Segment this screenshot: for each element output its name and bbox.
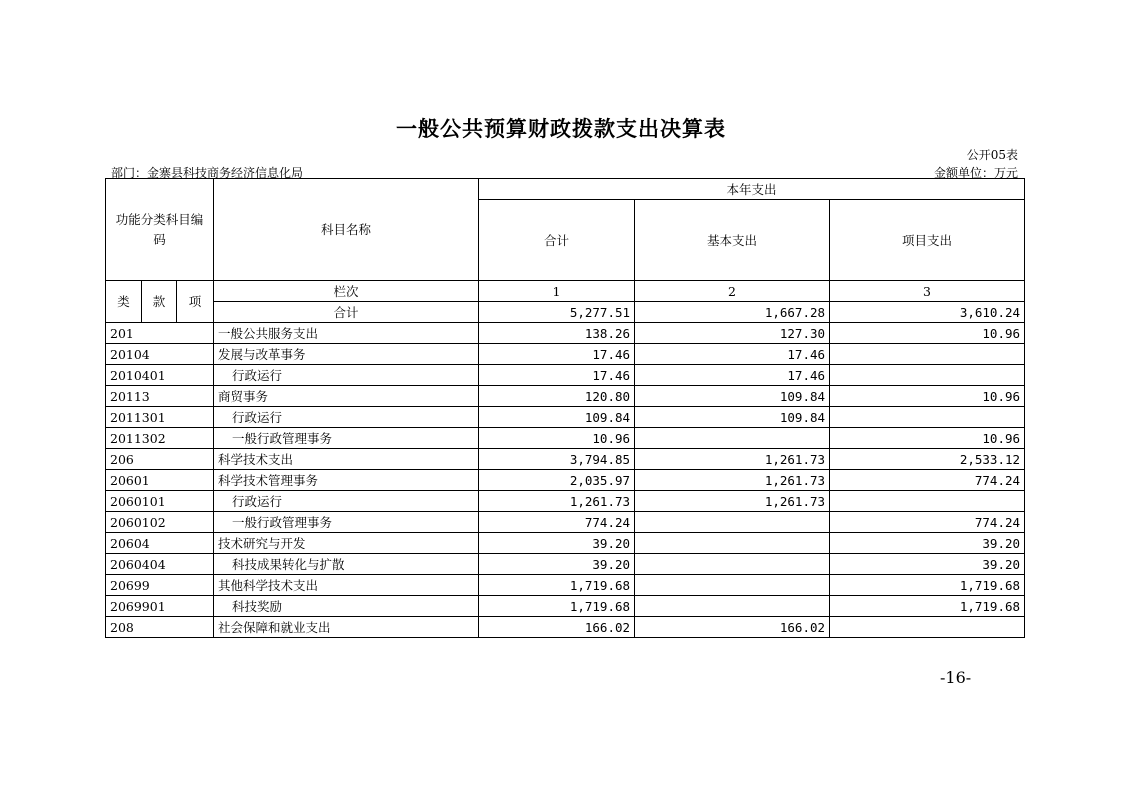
header-kuan: 款 bbox=[142, 281, 177, 323]
row-total: 120.80 bbox=[479, 386, 635, 407]
row-code: 2060101 bbox=[106, 491, 214, 512]
row-basic bbox=[635, 512, 830, 533]
row-project: 1,719.68 bbox=[830, 575, 1025, 596]
row-project: 39.20 bbox=[830, 554, 1025, 575]
row-basic bbox=[635, 533, 830, 554]
row-code: 2060102 bbox=[106, 512, 214, 533]
row-total: 39.20 bbox=[479, 533, 635, 554]
header-lei: 类 bbox=[106, 281, 142, 323]
row-project: 10.96 bbox=[830, 323, 1025, 344]
row-subject-name: 发展与改革事务 bbox=[214, 344, 479, 365]
row-project: 39.20 bbox=[830, 533, 1025, 554]
expenditure-table bbox=[105, 178, 1025, 638]
row-total: 774.24 bbox=[479, 512, 635, 533]
header-col1: 1 bbox=[479, 281, 635, 302]
row-code: 2011301 bbox=[106, 407, 214, 428]
row-total: 10.96 bbox=[479, 428, 635, 449]
row-basic: 109.84 bbox=[635, 386, 830, 407]
row-basic: 1,261.73 bbox=[635, 470, 830, 491]
table-row bbox=[106, 344, 1025, 365]
table-row bbox=[106, 617, 1025, 638]
row-basic: 127.30 bbox=[635, 323, 830, 344]
row-code: 2060404 bbox=[106, 554, 214, 575]
table-row bbox=[106, 323, 1025, 344]
row-subject-name: 其他科学技术支出 bbox=[214, 575, 479, 596]
document-title: 一般公共预算财政拨款支出决算表 bbox=[396, 117, 726, 141]
row-basic bbox=[635, 554, 830, 575]
row-total: 109.84 bbox=[479, 407, 635, 428]
row-basic: 1,261.73 bbox=[635, 449, 830, 470]
row-project bbox=[830, 344, 1025, 365]
department-label: 部门：金寨县科技商务经济信息化局 bbox=[111, 166, 304, 180]
row-total: 2,035.97 bbox=[479, 470, 635, 491]
row-total: 17.46 bbox=[479, 344, 635, 365]
row-project: 1,719.68 bbox=[830, 596, 1025, 617]
header-basic: 基本支出 bbox=[635, 200, 830, 281]
table-row bbox=[106, 533, 1025, 554]
row-total: 1,719.68 bbox=[479, 575, 635, 596]
row-project bbox=[830, 491, 1025, 512]
row-basic bbox=[635, 575, 830, 596]
row-project: 10.96 bbox=[830, 386, 1025, 407]
row-subject-name: 技术研究与开发 bbox=[214, 533, 479, 554]
row-subject-name: 科技奖励 bbox=[214, 596, 479, 617]
row-project bbox=[830, 407, 1025, 428]
row-code: 208 bbox=[106, 617, 214, 638]
row-subject-name: 社会保障和就业支出 bbox=[214, 617, 479, 638]
header-func-code: 功能分类科目编码 bbox=[106, 179, 214, 281]
header-total: 合计 bbox=[479, 200, 635, 281]
row-code: 2069901 bbox=[106, 596, 214, 617]
table-row bbox=[106, 554, 1025, 575]
row-project bbox=[830, 617, 1025, 638]
table-number: 公开05表 bbox=[966, 148, 1018, 162]
header-year-expense: 本年支出 bbox=[479, 179, 1025, 200]
row-total: 1,719.68 bbox=[479, 596, 635, 617]
table-row bbox=[106, 386, 1025, 407]
row-total: 1,261.73 bbox=[479, 491, 635, 512]
total-row-label: 合计 bbox=[214, 302, 479, 323]
row-basic: 109.84 bbox=[635, 407, 830, 428]
table-row bbox=[106, 491, 1025, 512]
row-project bbox=[830, 365, 1025, 386]
table-row bbox=[106, 449, 1025, 470]
total-row-basic: 1,667.28 bbox=[635, 302, 830, 323]
total-row-project: 3,610.24 bbox=[830, 302, 1025, 323]
row-project: 774.24 bbox=[830, 470, 1025, 491]
row-project: 10.96 bbox=[830, 428, 1025, 449]
row-code: 2010401 bbox=[106, 365, 214, 386]
header-col2: 2 bbox=[635, 281, 830, 302]
header-column-no: 栏次 bbox=[214, 281, 479, 302]
header-col3: 3 bbox=[830, 281, 1025, 302]
total-row-total: 5,277.51 bbox=[479, 302, 635, 323]
table-row bbox=[106, 512, 1025, 533]
header-xiang: 项 bbox=[177, 281, 214, 323]
header-subject-name: 科目名称 bbox=[214, 179, 479, 281]
row-total: 39.20 bbox=[479, 554, 635, 575]
table-row bbox=[106, 596, 1025, 617]
row-project: 774.24 bbox=[830, 512, 1025, 533]
table-row bbox=[106, 407, 1025, 428]
table-row bbox=[106, 428, 1025, 449]
row-project: 2,533.12 bbox=[830, 449, 1025, 470]
row-total: 3,794.85 bbox=[479, 449, 635, 470]
row-basic: 166.02 bbox=[635, 617, 830, 638]
row-total: 166.02 bbox=[479, 617, 635, 638]
row-subject-name: 行政运行 bbox=[214, 491, 479, 512]
row-subject-name: 一般行政管理事务 bbox=[214, 512, 479, 533]
row-code: 20601 bbox=[106, 470, 214, 491]
header-project: 项目支出 bbox=[830, 200, 1025, 281]
row-basic: 1,261.73 bbox=[635, 491, 830, 512]
amount-unit-label: 金额单位：万元 bbox=[933, 166, 1018, 180]
row-subject-name: 商贸事务 bbox=[214, 386, 479, 407]
row-code: 20604 bbox=[106, 533, 214, 554]
row-subject-name: 科学技术管理事务 bbox=[214, 470, 479, 491]
row-subject-name: 科学技术支出 bbox=[214, 449, 479, 470]
page-number: -16- bbox=[940, 668, 972, 687]
row-code: 2011302 bbox=[106, 428, 214, 449]
row-code: 206 bbox=[106, 449, 214, 470]
row-subject-name: 科技成果转化与扩散 bbox=[214, 554, 479, 575]
row-total: 138.26 bbox=[479, 323, 635, 344]
row-subject-name: 行政运行 bbox=[214, 365, 479, 386]
row-subject-name: 行政运行 bbox=[214, 407, 479, 428]
row-subject-name: 一般行政管理事务 bbox=[214, 428, 479, 449]
row-code: 201 bbox=[106, 323, 214, 344]
row-code: 20113 bbox=[106, 386, 214, 407]
row-basic: 17.46 bbox=[635, 365, 830, 386]
row-code: 20104 bbox=[106, 344, 214, 365]
row-basic: 17.46 bbox=[635, 344, 830, 365]
table-row bbox=[106, 575, 1025, 596]
table-row bbox=[106, 470, 1025, 491]
row-subject-name: 一般公共服务支出 bbox=[214, 323, 479, 344]
row-code: 20699 bbox=[106, 575, 214, 596]
row-basic bbox=[635, 428, 830, 449]
row-basic bbox=[635, 596, 830, 617]
table-row bbox=[106, 365, 1025, 386]
row-total: 17.46 bbox=[479, 365, 635, 386]
